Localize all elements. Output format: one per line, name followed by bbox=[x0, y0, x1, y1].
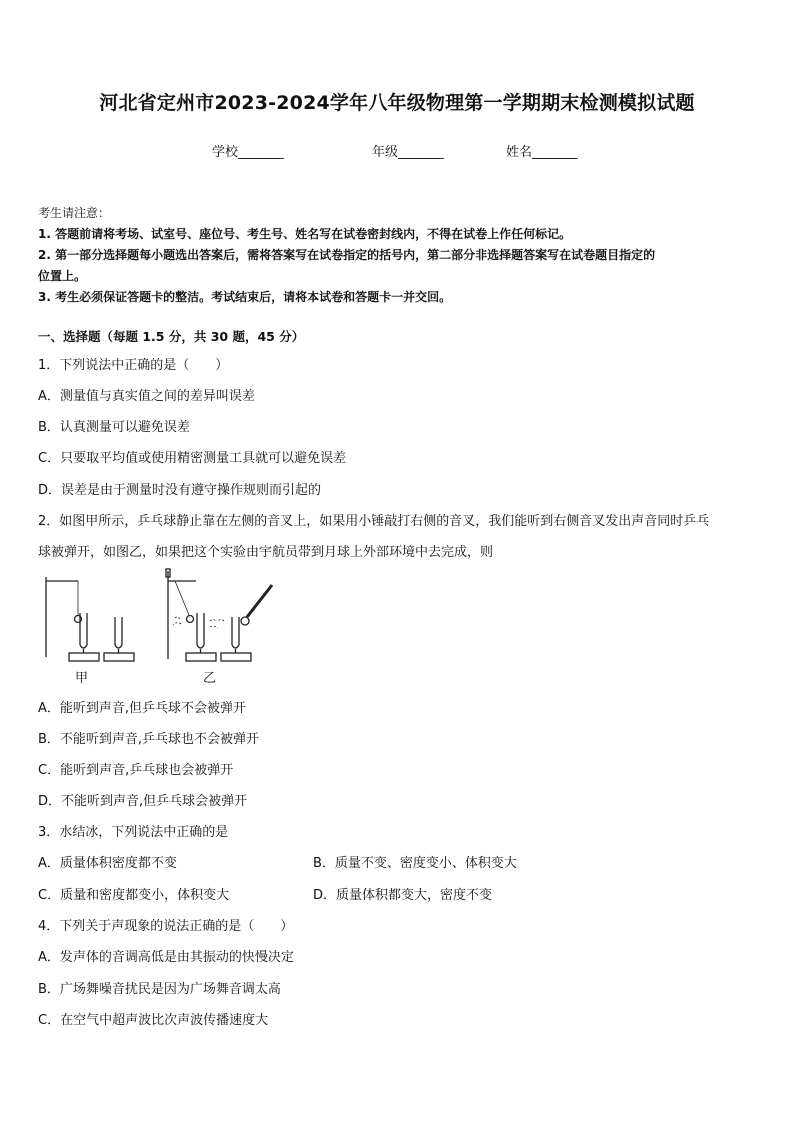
question-2-stem-line-1: 2．如图甲所示，乒乓球静止靠在左侧的音叉上，如果用小锤敲打右侧的音叉，我们能听到右侧音叉发出声音同时乒乓 bbox=[38, 514, 710, 529]
question-3-option-c: C．质量和密度都变小，体积变大 bbox=[38, 888, 230, 903]
sound-wave-marks bbox=[173, 617, 224, 628]
question-4-option-a: A．发声体的音调高低是由其振动的快慢决定 bbox=[38, 950, 294, 965]
question-3-option-b: B．质量不变、密度变小、体积变大 bbox=[313, 856, 517, 871]
section-title: 一、选择题（每题 1.5 分，共 30 题，45 分） bbox=[38, 329, 305, 344]
hammer-handle bbox=[247, 585, 272, 617]
question-2-stem-line-2: 球被弹开，如图乙，如果把这个实验由宇航员带到月球上外部环境中去完成，则 bbox=[38, 545, 494, 560]
question-2-option-c: C．能听到声音,乒乓球也会被弹开 bbox=[38, 763, 234, 778]
hammer-head bbox=[241, 617, 249, 625]
fork-2-left-box bbox=[186, 653, 216, 661]
question-4-option-c: C．在空气中超声波比次声波传播速度大 bbox=[38, 1013, 269, 1028]
question-2-option-d: D．不能听到声音,但乒乓球会被弹开 bbox=[38, 794, 248, 809]
figure-label-yi: 乙 bbox=[203, 671, 217, 686]
string-2 bbox=[175, 581, 189, 615]
fork-right-box bbox=[104, 653, 134, 661]
question-1-stem: 1．下列说法中正确的是（ ） bbox=[38, 358, 229, 373]
question-2-option-a: A．能听到声音,但乒乓球不会被弹开 bbox=[38, 701, 247, 716]
ping-pong-ball-2 bbox=[187, 616, 194, 623]
notice-block bbox=[38, 203, 768, 308]
question-4-option-b: B．广场舞噪音扰民是因为广场舞音调太高 bbox=[38, 982, 281, 997]
fork-left-box bbox=[69, 653, 99, 661]
name-field: 姓名_______ bbox=[506, 145, 578, 160]
question-3-option-a: A．质量体积密度都不变 bbox=[38, 856, 177, 871]
notice-item-2-cont: 位置上。 bbox=[38, 269, 87, 283]
notice-item-3: 3. 考生必须保证答题卡的整洁。考试结束后，请将本试卷和答题卡一并交回。 bbox=[38, 290, 452, 304]
notice-item-2: 2. 第一部分选择题每小题选出答案后，需将答案写在试卷指定的括号内，第二部分非选择题答案写在试卷题目指定的 bbox=[38, 248, 656, 262]
student-info-row bbox=[0, 141, 794, 161]
question-3-stem: 3．水结冰，下列说法中正确的是 bbox=[38, 825, 229, 840]
question-4-stem: 4．下列关于声现象的说法正确的是（ ） bbox=[38, 919, 294, 934]
exam-title: 河北省定州市2023-2024学年八年级物理第一学期期末检测模拟试题 bbox=[99, 92, 695, 114]
question-1-option-d: D．误差是由于测量时没有遵守操作规则而引起的 bbox=[38, 483, 322, 498]
notice-item-1: 1. 答题前请将考场、试室号、座位号、考生号、姓名写在试卷密封线内，不得在试卷上作任何标记。 bbox=[38, 227, 572, 241]
question-1-option-b: B．认真测量可以避免误差 bbox=[38, 420, 190, 435]
fork-left-base bbox=[80, 645, 87, 648]
grade-field: 年级_______ bbox=[372, 145, 444, 160]
question-1-option-a: A．测量值与真实值之间的差异叫误差 bbox=[38, 389, 255, 404]
fork-right-base bbox=[115, 645, 122, 648]
figure-label-jia: 甲 bbox=[75, 671, 89, 686]
notice-heading: 考生请注意： bbox=[38, 206, 111, 220]
question-1-option-c: C．只要取平均值或使用精密测量工具就可以避免误差 bbox=[38, 451, 347, 466]
fork-2-left-base bbox=[197, 645, 204, 648]
fork-2-right-base bbox=[232, 645, 239, 648]
fork-2-right-box bbox=[221, 653, 251, 661]
question-3-option-d: D．质量体积都变大，密度不变 bbox=[313, 888, 493, 903]
question-2-option-b: B．不能听到声音,乒乓球也不会被弹开 bbox=[38, 732, 260, 747]
school-field: 学校_______ bbox=[212, 145, 284, 160]
tuning-fork-figure bbox=[38, 567, 288, 685]
